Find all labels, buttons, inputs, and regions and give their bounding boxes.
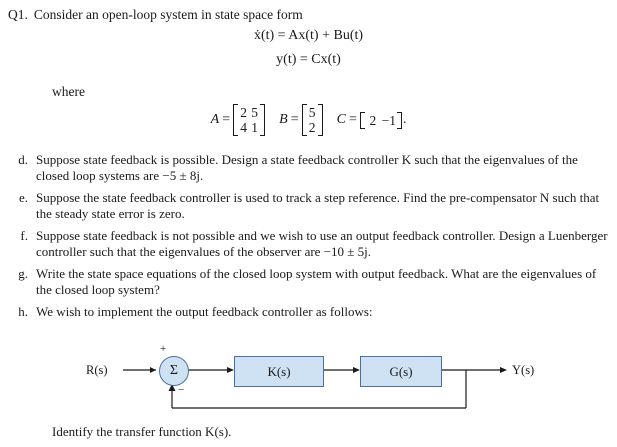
part-e [8, 190, 608, 221]
question-heading [8, 6, 303, 23]
matrix-a-cell-00: 2 [240, 105, 247, 120]
matrix-b-name: B [279, 112, 288, 127]
part-h [8, 304, 608, 320]
part-g [8, 266, 608, 297]
part-d [8, 152, 608, 183]
part-e-label: e. [18, 190, 28, 205]
part-h-label: h. [18, 304, 28, 319]
where-label: where [52, 84, 85, 99]
plant-block-label: G(s) [389, 363, 413, 379]
part-e-text: Suppose the state feedback controller is used to track a step reference. Find the pre-compensator N such that the steady state error is zero. [36, 190, 600, 221]
diagram-output-label: Y(s) [512, 363, 535, 377]
plant-block[interactable] [360, 356, 442, 387]
output-equation: y(t) = Cx(t) [276, 52, 341, 67]
matrix-a-cell-01: 5 [251, 105, 258, 120]
matrix-c-bracket [360, 112, 402, 129]
footer-instruction: Identify the transfer function K(s). [52, 424, 232, 439]
matrix-c-equals: = [348, 112, 357, 127]
matrix-a [211, 104, 265, 136]
part-f [8, 228, 608, 259]
part-g-text: Write the state space equations of the closed loop system with output feedback. What are the eigenvalues of the closed loop system? [36, 266, 597, 297]
question-label: Q1. [8, 7, 28, 22]
part-f-text: Suppose state feedback is not possible and we wish to use an output feedback controller. Design a Luenberger controller such that the eigenvalues of the observer are −10 ± 5j. [36, 228, 608, 259]
matrix-b-row-0 [307, 105, 318, 120]
controller-block-label: K(s) [267, 363, 291, 379]
part-d-label: d. [18, 152, 28, 167]
matrix-a-row-1 [238, 120, 260, 135]
parts-list [8, 152, 608, 327]
matrix-b-cell-10: 2 [308, 120, 316, 135]
matrix-b [279, 104, 322, 136]
matrix-b-cell-00: 5 [308, 105, 316, 120]
question-stem: Consider an open-loop system in state space form [33, 7, 303, 22]
matrix-b-row-1 [307, 120, 318, 135]
matrix-c-cell-01: −1 [381, 112, 397, 128]
matrix-c-period: . [402, 112, 407, 127]
part-f-label: f. [20, 228, 28, 243]
summer-plus-sign: + [160, 343, 167, 355]
matrix-a-cell-10: 4 [240, 120, 247, 135]
summing-junction[interactable] [159, 356, 189, 386]
matrix-a-equals: = [222, 112, 231, 127]
part-h-text: We wish to implement the output feedback controller as follows: [36, 304, 373, 319]
matrix-a-row-0 [238, 105, 260, 120]
matrix-b-equals: = [290, 112, 299, 127]
matrix-c-name: C [336, 112, 346, 127]
diagram-input-label: R(s) [86, 363, 108, 377]
state-equation: ẋ(t) = Ax(t) + Bu(t) [253, 28, 364, 43]
part-g-label: g. [18, 266, 28, 281]
matrix-c [337, 112, 407, 129]
matrix-a-bracket [233, 104, 265, 136]
matrix-a-name: A [210, 112, 220, 127]
part-d-text: Suppose state feedback is possible. Design a state feedback controller K such that the eigenvalues of the closed loop systems are −5 ± 8j. [36, 152, 578, 183]
summer-minus-sign: − [178, 384, 185, 396]
matrix-b-bracket [302, 104, 323, 136]
block-diagram [0, 340, 617, 410]
matrix-c-row-0 [365, 113, 397, 128]
sigma-icon: Σ [169, 363, 179, 378]
matrix-definitions [0, 104, 617, 136]
controller-block[interactable] [234, 356, 324, 387]
matrix-c-cell-00: 2 [369, 112, 377, 128]
matrix-a-cell-11: 1 [251, 120, 258, 135]
